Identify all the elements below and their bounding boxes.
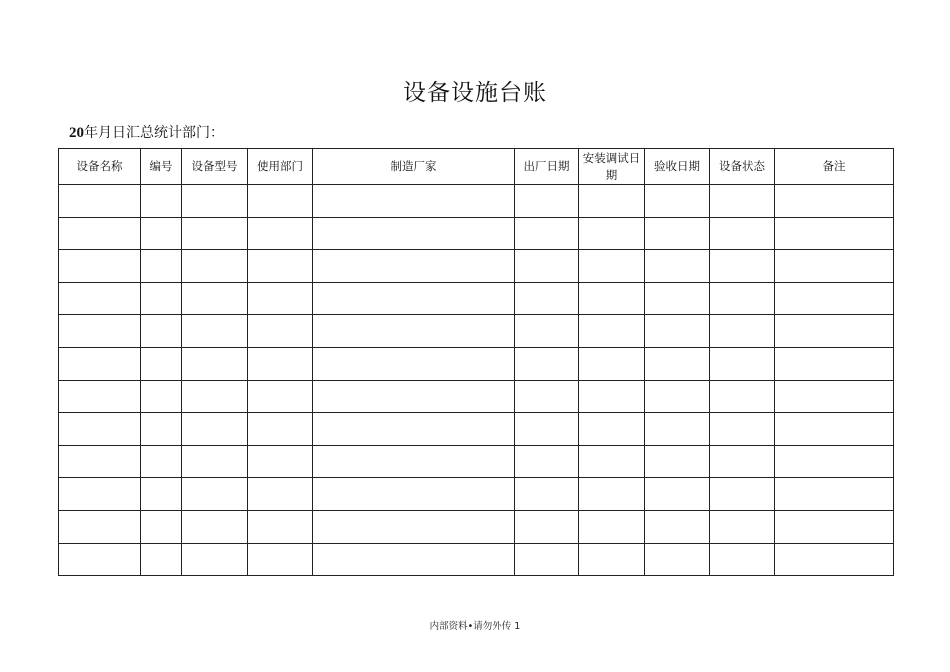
table-cell[interactable] xyxy=(775,347,894,380)
table-cell[interactable] xyxy=(182,413,248,446)
table-cell[interactable] xyxy=(59,413,141,446)
table-cell[interactable] xyxy=(59,478,141,511)
table-cell[interactable] xyxy=(645,413,710,446)
table-row xyxy=(59,282,894,315)
table-cell[interactable] xyxy=(775,315,894,348)
table-cell[interactable] xyxy=(182,185,248,218)
table-cell[interactable] xyxy=(248,315,313,348)
table-cell[interactable] xyxy=(515,478,579,511)
table-cell[interactable] xyxy=(59,185,141,218)
table-cell[interactable] xyxy=(710,413,775,446)
table-cell[interactable] xyxy=(248,217,313,250)
table-row xyxy=(59,413,894,446)
table-cell[interactable] xyxy=(182,217,248,250)
table-cell[interactable] xyxy=(313,445,515,478)
table-row xyxy=(59,543,894,576)
table-cell[interactable] xyxy=(141,543,182,576)
table-cell[interactable] xyxy=(313,510,515,543)
table-cell[interactable] xyxy=(579,380,645,413)
header-manufacturer: 制造厂家 xyxy=(313,149,515,185)
table-cell[interactable] xyxy=(645,347,710,380)
table-cell[interactable] xyxy=(141,315,182,348)
header-manufacture-date: 出厂日期 xyxy=(515,149,579,185)
table-row xyxy=(59,380,894,413)
table-cell[interactable] xyxy=(182,510,248,543)
table-cell[interactable] xyxy=(313,543,515,576)
table-cell[interactable] xyxy=(182,478,248,511)
table-cell[interactable] xyxy=(579,250,645,283)
table-cell[interactable] xyxy=(515,217,579,250)
table-cell[interactable] xyxy=(645,445,710,478)
table-cell[interactable] xyxy=(515,380,579,413)
table-cell[interactable] xyxy=(710,510,775,543)
table-cell[interactable] xyxy=(579,543,645,576)
table-cell[interactable] xyxy=(141,380,182,413)
table-row xyxy=(59,250,894,283)
table-cell[interactable] xyxy=(710,282,775,315)
table-cell[interactable] xyxy=(313,413,515,446)
footer-note: 内部资料•请勿外传 1 xyxy=(429,621,521,632)
table-body xyxy=(59,185,894,576)
table-cell[interactable] xyxy=(59,347,141,380)
table-cell[interactable] xyxy=(59,282,141,315)
table-cell[interactable] xyxy=(645,217,710,250)
table-cell[interactable] xyxy=(775,445,894,478)
table-cell[interactable] xyxy=(141,445,182,478)
table-cell[interactable] xyxy=(775,543,894,576)
header-acceptance-date: 验收日期 xyxy=(645,149,710,185)
table-cell[interactable] xyxy=(645,510,710,543)
header-model: 设备型号 xyxy=(182,149,248,185)
table-row xyxy=(59,510,894,543)
table-row xyxy=(59,445,894,478)
table-cell[interactable] xyxy=(515,250,579,283)
table-cell[interactable] xyxy=(313,217,515,250)
table-row xyxy=(59,315,894,348)
table-cell[interactable] xyxy=(775,510,894,543)
table-cell[interactable] xyxy=(515,282,579,315)
table-cell[interactable] xyxy=(141,217,182,250)
table-cell[interactable] xyxy=(141,282,182,315)
table-cell[interactable] xyxy=(710,380,775,413)
table-cell[interactable] xyxy=(248,543,313,576)
header-status: 设备状态 xyxy=(710,149,775,185)
table-cell[interactable] xyxy=(248,380,313,413)
table-cell[interactable] xyxy=(182,445,248,478)
table-cell[interactable] xyxy=(710,445,775,478)
table-cell[interactable] xyxy=(313,282,515,315)
table-cell[interactable] xyxy=(59,543,141,576)
table-cell[interactable] xyxy=(515,347,579,380)
table-cell[interactable] xyxy=(182,543,248,576)
table-cell[interactable] xyxy=(59,250,141,283)
table-cell[interactable] xyxy=(775,217,894,250)
table-cell[interactable] xyxy=(579,217,645,250)
table-cell[interactable] xyxy=(645,380,710,413)
equipment-ledger-table xyxy=(58,148,894,576)
table-cell[interactable] xyxy=(182,282,248,315)
table-cell[interactable] xyxy=(248,413,313,446)
table-cell[interactable] xyxy=(182,380,248,413)
header-installation-date: 安装调试日期 xyxy=(579,149,645,185)
table-cell[interactable] xyxy=(710,478,775,511)
table-cell[interactable] xyxy=(313,315,515,348)
table-cell[interactable] xyxy=(313,380,515,413)
table-cell[interactable] xyxy=(710,250,775,283)
table-cell[interactable] xyxy=(313,347,515,380)
table-cell[interactable] xyxy=(141,185,182,218)
table-cell[interactable] xyxy=(645,185,710,218)
table-cell[interactable] xyxy=(710,217,775,250)
table-cell[interactable] xyxy=(515,315,579,348)
table-cell[interactable] xyxy=(248,282,313,315)
table-row xyxy=(59,478,894,511)
table-cell[interactable] xyxy=(515,445,579,478)
table-cell[interactable] xyxy=(775,185,894,218)
table-cell[interactable] xyxy=(141,347,182,380)
table-cell[interactable] xyxy=(313,250,515,283)
table-cell[interactable] xyxy=(141,510,182,543)
header-serial-number: 编号 xyxy=(141,149,182,185)
table-cell[interactable] xyxy=(710,347,775,380)
table-row xyxy=(59,185,894,218)
table-cell[interactable] xyxy=(59,217,141,250)
table-cell[interactable] xyxy=(248,185,313,218)
document-title: 设备设施台账 xyxy=(403,80,547,106)
table-cell[interactable] xyxy=(248,250,313,283)
table-row xyxy=(59,217,894,250)
table-cell[interactable] xyxy=(775,413,894,446)
table-cell[interactable] xyxy=(710,543,775,576)
table-cell[interactable] xyxy=(515,185,579,218)
table-cell[interactable] xyxy=(710,315,775,348)
table-cell[interactable] xyxy=(775,282,894,315)
table-cell[interactable] xyxy=(579,282,645,315)
table-cell[interactable] xyxy=(248,478,313,511)
table-cell[interactable] xyxy=(141,413,182,446)
table-cell[interactable] xyxy=(313,478,515,511)
table-cell[interactable] xyxy=(579,478,645,511)
header-row xyxy=(59,149,894,185)
table-cell[interactable] xyxy=(182,250,248,283)
table-cell[interactable] xyxy=(141,478,182,511)
table-cell[interactable] xyxy=(579,510,645,543)
table-cell[interactable] xyxy=(645,250,710,283)
table-cell[interactable] xyxy=(515,510,579,543)
table-cell[interactable] xyxy=(515,543,579,576)
table-cell[interactable] xyxy=(645,478,710,511)
table-cell[interactable] xyxy=(248,445,313,478)
table-cell[interactable] xyxy=(775,380,894,413)
table-cell[interactable] xyxy=(645,282,710,315)
header-remarks: 备注 xyxy=(775,149,894,185)
table-cell[interactable] xyxy=(182,315,248,348)
table-cell[interactable] xyxy=(182,347,248,380)
table-cell[interactable] xyxy=(775,478,894,511)
table-cell[interactable] xyxy=(645,543,710,576)
table-cell[interactable] xyxy=(710,185,775,218)
table-cell[interactable] xyxy=(775,250,894,283)
table-cell[interactable] xyxy=(59,510,141,543)
table-cell[interactable] xyxy=(515,413,579,446)
table-row xyxy=(59,347,894,380)
table-cell[interactable] xyxy=(141,250,182,283)
table-cell[interactable] xyxy=(645,315,710,348)
table-cell[interactable] xyxy=(248,510,313,543)
table-cell[interactable] xyxy=(248,347,313,380)
table-cell[interactable] xyxy=(579,445,645,478)
year-prefix: 20 xyxy=(69,125,84,141)
table-cell[interactable] xyxy=(579,185,645,218)
summary-label: 年月日汇总统计部门： xyxy=(84,125,224,141)
table-cell[interactable] xyxy=(579,347,645,380)
table-cell[interactable] xyxy=(59,315,141,348)
header-department: 使用部门 xyxy=(248,149,313,185)
table-cell[interactable] xyxy=(59,380,141,413)
table-cell[interactable] xyxy=(579,315,645,348)
summary-line xyxy=(69,122,224,142)
table-cell[interactable] xyxy=(313,185,515,218)
header-equipment-name: 设备名称 xyxy=(59,149,141,185)
table-cell[interactable] xyxy=(59,445,141,478)
table-cell[interactable] xyxy=(579,413,645,446)
